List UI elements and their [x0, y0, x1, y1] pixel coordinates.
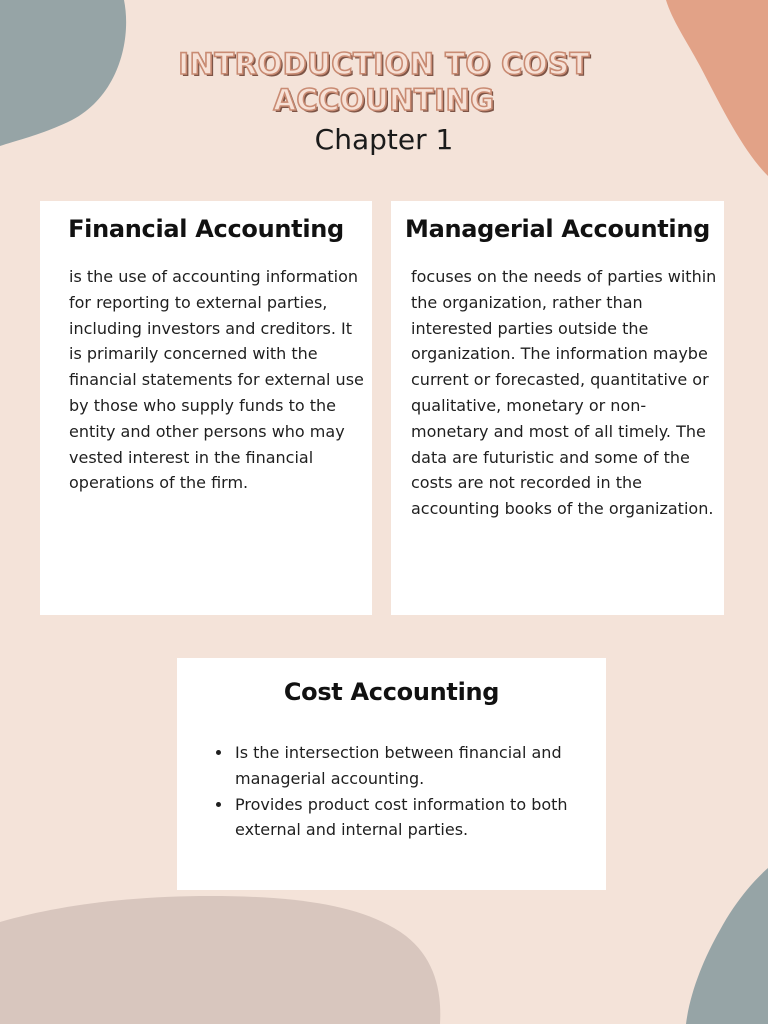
bullet-icon: [216, 802, 221, 807]
list-item: [235, 740, 575, 792]
managerial-accounting-card: [391, 201, 724, 615]
managerial-accounting-text: focuses on the needs of parties within the organization, rather than interested parties outside the organization. The information maybe current or forecasted, quantitative or qualitative, monetary or non-monetary and most of all timely. The data are futuristic and some of the costs are not recorded in the accounting books of the organization.: [411, 267, 717, 519]
list-item: [235, 792, 575, 844]
cost-accounting-list: [235, 740, 575, 843]
cost-accounting-card: [177, 658, 606, 890]
page-title-line-2: ACCOUNTING: [273, 83, 495, 117]
financial-accounting-text: is the use of accounting information for reporting to external parties, including investors and creditors. It is primarily concerned with the financial statements for external use by those who supply funds to the entity and other persons who may vested interest in the financial operations of the firm.: [69, 267, 364, 493]
bullet-icon: [216, 750, 221, 755]
chapter-subtitle: Chapter 1: [314, 123, 454, 156]
list-item-text: Is the intersection between financial and managerial accounting.: [235, 743, 562, 788]
list-item-text: Provides product cost information to both external and internal parties.: [235, 794, 568, 840]
financial-accounting-heading: Financial Accounting: [68, 215, 344, 243]
cost-accounting-heading: Cost Accounting: [283, 678, 500, 706]
managerial-accounting-heading: Managerial Accounting: [404, 215, 710, 243]
page-title-line-1: INTRODUCTION TO COST: [178, 47, 590, 81]
page-title: [0, 46, 768, 118]
financial-accounting-card: [40, 201, 372, 615]
